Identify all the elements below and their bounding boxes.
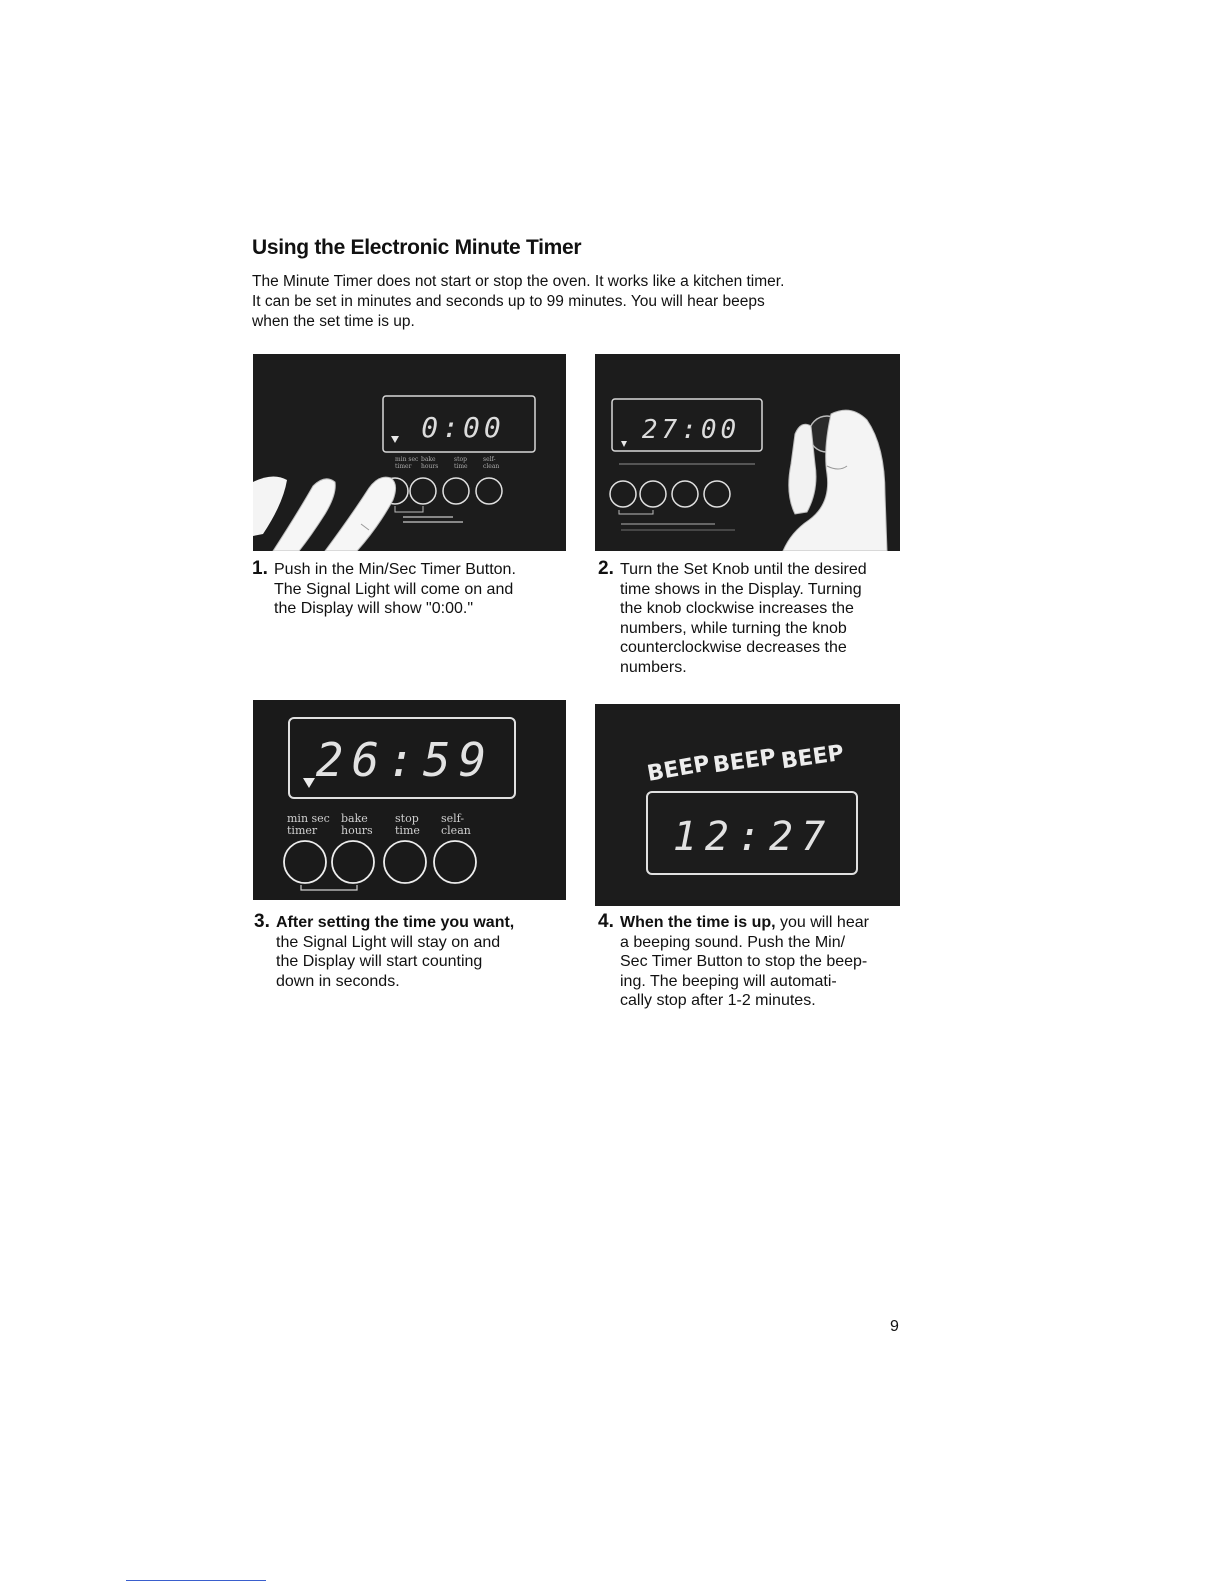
- caption-line: Turn the Set Knob until the desired: [620, 561, 867, 578]
- svg-text:clean: clean: [441, 824, 471, 837]
- svg-text:hours: hours: [341, 824, 373, 837]
- intro-paragraph: [252, 272, 912, 332]
- caption-line: down in seconds.: [276, 972, 400, 990]
- caption-line: cally stop after 1-2 minutes.: [620, 992, 816, 1009]
- caption-line: time shows in the Display. Turning: [620, 580, 862, 598]
- svg-text:clean: clean: [483, 463, 500, 470]
- svg-text:stop: stop: [454, 456, 467, 463]
- caption-line: a beeping sound. Push the Min/: [620, 933, 846, 951]
- caption-line: the Display will start counting: [276, 953, 483, 970]
- caption-line: ing. The beeping will automati-: [620, 972, 837, 990]
- step-1-caption: [252, 560, 572, 619]
- svg-text:self-: self-: [441, 812, 465, 825]
- svg-text:bake: bake: [421, 456, 436, 463]
- step-4-photo: [595, 704, 900, 906]
- step-2-caption: [598, 560, 908, 677]
- caption-line: The Signal Light will come on and: [274, 580, 514, 598]
- svg-text:hours: hours: [421, 463, 439, 470]
- caption-line: Push in the Min/Sec Timer Button.: [274, 561, 516, 578]
- svg-text:min sec: min sec: [395, 456, 419, 463]
- caption-lead-rest: you will hear: [775, 914, 869, 931]
- caption-line: the Display will show "0:00.": [274, 600, 473, 617]
- intro-line: The Minute Timer does not start or stop the oven. It works like a kitchen timer.: [252, 273, 785, 290]
- caption-line: Sec Timer Button to stop the beep-: [620, 953, 868, 970]
- step-number: 2.: [598, 558, 614, 579]
- step-3-display: 26:59: [315, 733, 495, 787]
- beep-text: BEEP: [711, 744, 778, 779]
- caption-line: numbers, while turning the knob: [620, 619, 847, 637]
- beep-text: BEEP: [779, 740, 846, 775]
- caption-line: the Signal Light will stay on and: [276, 933, 501, 951]
- beep-text: BEEP: [645, 751, 712, 787]
- step-3-photo: [253, 700, 566, 900]
- step-2-photo: [595, 354, 900, 551]
- svg-text:stop: stop: [395, 812, 419, 825]
- intro-line: when the set time is up.: [252, 313, 415, 330]
- caption-lead: When the time is up,: [620, 914, 776, 931]
- step-1-photo: [253, 354, 566, 551]
- svg-text:bake: bake: [341, 812, 368, 825]
- svg-text:timer: timer: [287, 824, 318, 837]
- page-heading: Using the Electronic Minute Timer: [252, 236, 582, 259]
- svg-text:time: time: [395, 824, 420, 837]
- intro-line: It can be set in minutes and seconds up to 99 minutes. You will hear beeps: [252, 293, 765, 310]
- step-4-caption: [598, 913, 908, 1011]
- page-number: 9: [890, 1318, 899, 1335]
- step-1-display: 0:00: [421, 411, 505, 444]
- footer-rule: [126, 1580, 266, 1581]
- caption-line: numbers.: [620, 658, 687, 676]
- step-3-caption: [254, 913, 574, 991]
- svg-text:timer: timer: [395, 463, 412, 470]
- svg-text:self-: self-: [483, 456, 496, 463]
- step-number: 4.: [598, 911, 614, 932]
- step-number: 1.: [252, 558, 268, 579]
- svg-text:time: time: [454, 463, 468, 470]
- svg-text:min sec: min sec: [287, 812, 330, 825]
- step-number: 3.: [254, 911, 270, 932]
- step-4-display: 12:27: [672, 814, 834, 860]
- caption-line: counterclockwise decreases the: [620, 639, 847, 656]
- caption-lead: After setting the time you want,: [276, 914, 515, 931]
- caption-line: the knob clockwise increases the: [620, 600, 854, 617]
- step-2-display: 27:00: [641, 415, 741, 445]
